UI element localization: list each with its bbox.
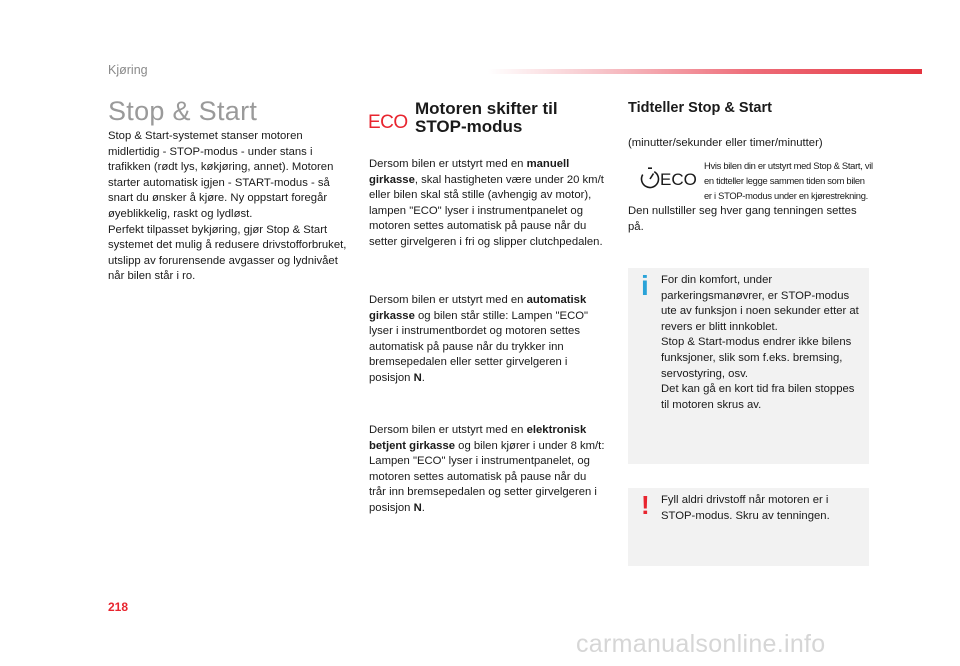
timer-note — [704, 158, 874, 203]
timer-note-line: en tidteller legge sammen tiden som bilen — [704, 175, 865, 186]
info-line: parkeringsmanøvrer, er STOP-modus — [661, 289, 850, 302]
automatic-gearbox-paragraph — [369, 293, 609, 387]
intro-line: øyeblikkelig, raskt og lydløst. — [108, 207, 253, 220]
info-line: ute av funksjon i noen sekunder etter at — [661, 305, 859, 318]
para-line: bremsepedalen eller setter girvelgeren i — [369, 356, 568, 369]
warning-line: STOP-modus. Skru av tenningen. — [661, 509, 830, 522]
timer-note-line: Hvis bilen din er utstyrt med Stop & Start, vil — [704, 160, 873, 171]
intro-line: når bilen står i ro. — [108, 270, 196, 283]
page-number: 218 — [108, 600, 129, 614]
intro-line: starter automatisk igjen - START-modus - så — [108, 176, 330, 189]
intro-line: trafikken (rødt lys, køkjøring, annet). Motoren — [108, 161, 334, 174]
para-line: automatisk på pause når du trykker inn — [369, 340, 564, 353]
para-line: Dersom bilen er utstyrt med en automatisk — [369, 294, 587, 306]
intro-line: utslipp av forurensende avgasser og lydnivået — [108, 254, 338, 267]
para-line: posisjon N. — [369, 501, 425, 514]
intro-line: systemet det mulig å redusere drivstofforbruket, — [108, 239, 347, 252]
warning-box — [628, 488, 869, 566]
electronic-gearbox-paragraph — [369, 423, 609, 517]
stop-mode-title — [415, 100, 615, 136]
stopwatch-eco-svg — [638, 166, 698, 192]
para-line: motoren settes automatisk på pause når du — [369, 220, 587, 233]
timer-reset-text — [628, 204, 868, 235]
para-line: lampen "ECO" lyser i instrumentpanelet og — [369, 204, 583, 217]
stopwatch-eco-label: ECO — [660, 170, 697, 189]
para-line: Dersom bilen er utstyrt med en manuell — [369, 158, 570, 170]
intro-line: Perfekt tilpasset bykjøring, gjør Stop & Start — [108, 223, 328, 236]
para-line: betjent girkasse og bilen kjører i under 8 km/t: — [369, 439, 605, 452]
watermark: carmanualsonline.info — [576, 630, 826, 658]
warning-icon: ! — [641, 490, 650, 520]
reset-line: på. — [628, 220, 644, 233]
intro-line: midlertidig - STOP-modus - under stans i — [108, 145, 313, 158]
info-text — [661, 273, 863, 413]
stopwatch-eco-icon — [638, 166, 698, 192]
info-line: funksjoner, slik som f.eks. bremsing, — [661, 351, 843, 364]
info-line: For din komfort, under — [661, 274, 773, 286]
timer-title: Tidteller Stop & Start — [628, 100, 772, 116]
info-line: Stop & Start-modus endrer ikke bilens — [661, 336, 852, 349]
reset-line: Den nullstiller seg hver gang tenningen settes — [628, 205, 857, 217]
info-line: Det kan gå en kort tid fra bilen stoppes — [661, 383, 855, 396]
para-line: lyser i instrumentbordet og motoren settes — [369, 325, 580, 338]
para-line: eller bilen skal stå stille (avhengig av motor), — [369, 189, 592, 202]
manual-gearbox-paragraph — [369, 157, 609, 251]
para-line: girkasse og bilen står stille: Lampen "ECO" — [369, 309, 589, 322]
para-line: girkasse, skal hastigheten være under 20 km/t — [369, 173, 604, 186]
para-line: motoren settes automatisk på pause når du — [369, 470, 587, 483]
info-icon: i — [641, 270, 649, 301]
info-box — [628, 268, 869, 464]
stop-mode-title-line: STOP-modus — [415, 117, 523, 136]
para-line: Lampen "ECO" lyser i instrumentpanelet, og — [369, 455, 590, 468]
page-title: Stop & Start — [108, 96, 258, 126]
timer-note-line: er i STOP-modus under en kjørestrekning. — [704, 190, 868, 201]
eco-icon: ECO — [368, 112, 408, 133]
intro-text — [108, 129, 354, 285]
info-line: servostyring, osv. — [661, 367, 749, 380]
stop-mode-title-line: Motoren skifter til — [415, 99, 558, 118]
section-label: Kjøring — [108, 63, 148, 77]
para-line: Dersom bilen er utstyrt med en elektronisk — [369, 424, 587, 436]
para-line: setter girvelgeren i fri og slipper clutchpedalen. — [369, 235, 603, 248]
intro-line: snart du ønsker å kjøre. Ny oppstart foregår — [108, 192, 328, 205]
warning-line: Fyll aldri drivstoff når motoren er i — [661, 494, 829, 506]
para-line: posisjon N. — [369, 371, 425, 384]
header-rule — [488, 69, 922, 74]
para-line: trår inn bremsepedalen og setter girvelgeren i — [369, 486, 597, 499]
intro-line: Stop & Start-systemet stanser motoren — [108, 130, 303, 142]
info-line: revers er blitt innkoblet. — [661, 320, 778, 333]
warning-text — [661, 493, 863, 524]
timer-subtitle: (minutter/sekunder eller timer/minutter) — [628, 137, 823, 149]
info-line: til motoren skrus av. — [661, 398, 762, 411]
